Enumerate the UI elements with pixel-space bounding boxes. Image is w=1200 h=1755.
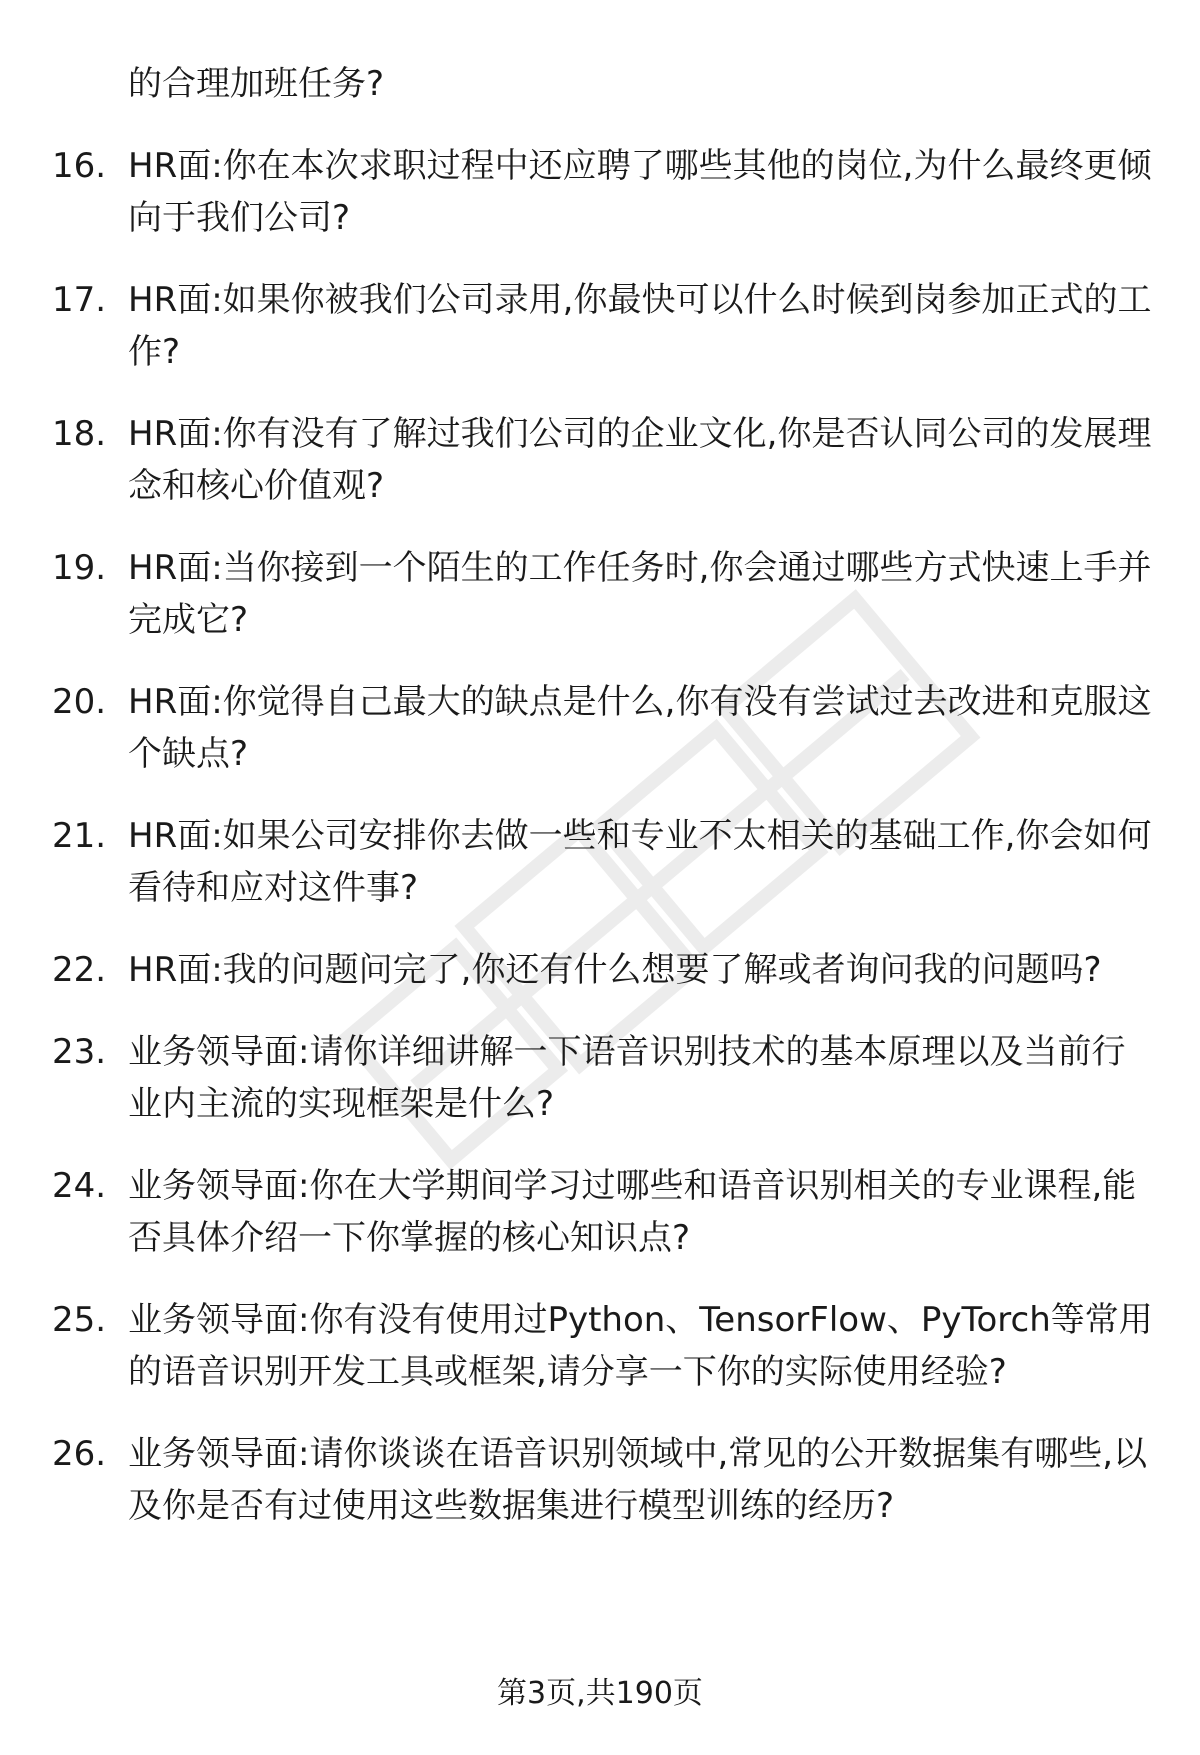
question-number: 25.: [52, 1300, 107, 1340]
question-list: [0, 140, 1200, 1562]
question-item: [0, 542, 1200, 646]
question-number: 23.: [52, 1032, 107, 1072]
question-number: 26.: [52, 1434, 107, 1474]
question-item: [0, 1160, 1200, 1264]
question-item: [0, 676, 1200, 780]
question-text: HR面:你觉得自己最大的缺点是什么,你有没有尝试过去改进和克服这个缺点?: [128, 682, 1152, 774]
question-item: [0, 944, 1200, 996]
continuation-text: 的合理加班任务?: [128, 64, 385, 104]
question-text: 业务领导面:请你详细讲解一下语音识别技术的基本原理以及当前行业内主流的实现框架是什么?: [128, 1032, 1126, 1124]
page-footer: 第3页,共190页: [497, 1676, 703, 1711]
question-item: [0, 1428, 1200, 1532]
question-text: HR面:你在本次求职过程中还应聘了哪些其他的岗位,为什么最终更倾向于我们公司?: [128, 146, 1152, 238]
question-number: 20.: [52, 682, 107, 722]
question-item: [0, 810, 1200, 914]
question-item: [0, 1026, 1200, 1130]
question-item: [0, 140, 1200, 244]
question-text: HR面:我的问题问完了,你还有什么想要了解或者询问我的问题吗?: [128, 950, 1102, 990]
question-text: HR面:你有没有了解过我们公司的企业文化,你是否认同公司的发展理念和核心价值观?: [128, 414, 1152, 506]
question-text: 业务领导面:请你谈谈在语音识别领域中,常见的公开数据集有哪些,以及你是否有过使用这些数据集进行模型训练的经历?: [128, 1434, 1148, 1526]
question-text: HR面:如果你被我们公司录用,你最快可以什么时候到岗参加正式的工作?: [128, 280, 1152, 372]
question-text: HR面:当你接到一个陌生的工作任务时,你会通过哪些方式快速上手并完成它?: [128, 548, 1152, 640]
question-text: HR面:如果公司安排你去做一些和专业不太相关的基础工作,你会如何看待和应对这件事?: [128, 816, 1152, 908]
question-item: [0, 274, 1200, 378]
question-text: 业务领导面:你在大学期间学习过哪些和语音识别相关的专业课程,能否具体介绍一下你掌握的核心知识点?: [128, 1166, 1137, 1258]
question-text: 业务领导面:你有没有使用过Python、TensorFlow、PyTorch等常用的语音识别开发工具或框架,请分享一下你的实际使用经验?: [128, 1300, 1153, 1392]
question-number: 19.: [52, 548, 107, 588]
question-number: 24.: [52, 1166, 107, 1206]
question-item: [0, 408, 1200, 512]
question-number: 17.: [52, 280, 107, 320]
question-number: 18.: [52, 414, 107, 454]
question-number: 21.: [52, 816, 107, 856]
question-item: [0, 1294, 1200, 1398]
question-number: 16.: [52, 146, 107, 186]
question-number: 22.: [52, 950, 107, 990]
